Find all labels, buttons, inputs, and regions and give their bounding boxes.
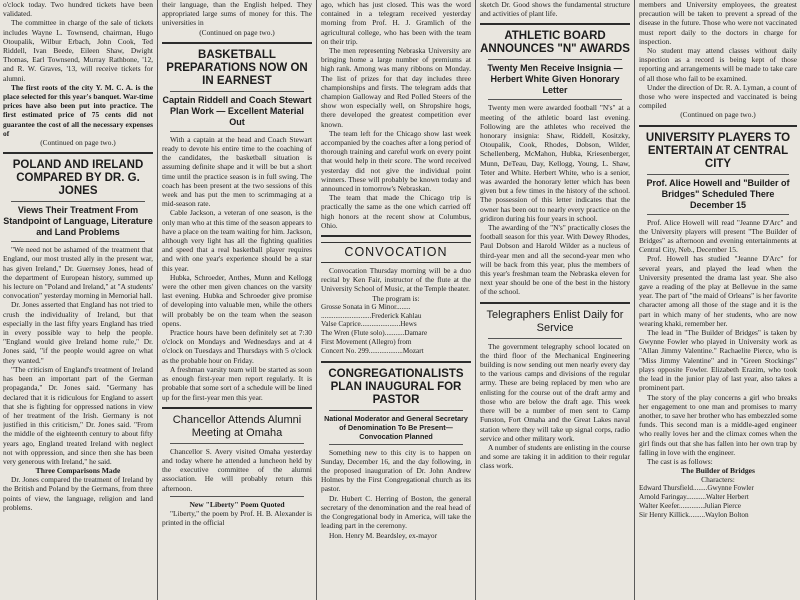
program-title: The program is:: [372, 293, 420, 303]
cast-item: Walter Keefer..............Julian Pierce: [639, 501, 742, 510]
headline-congregationalists: CONGREGATIONALISTS PLAN INAUGURAL FOR PASTOR: [328, 367, 464, 406]
divider: [488, 338, 622, 339]
article-text: Dr. Hubert C. Herring of Boston, the general secretary of the denomination and the real head of the Congregational body in America, will take the leading part in the ceremony.: [321, 493, 471, 531]
article-text: A number of students are enlisting in the course and some are taking it in addition to their regular class work.: [480, 442, 630, 471]
article-text: "We need not be ashamed of the treatment that England, our most trusted ally in the present war, has given Ireland," Dr. Guernsey Jones, head of the department of European history, summed up his lecture on "Poland and Ireland," at "A students' convocation" yesterday morning in Memorial hall.: [3, 245, 153, 301]
continued-note: (Continued on page two.): [40, 138, 116, 148]
section-divider: [639, 125, 797, 127]
article-text: sketch Dr. Good shows the fundamental structure and activities of plant life.: [480, 0, 630, 19]
article-text: their language, than the English helped. They appropriated large sums of money for this. The universities in: [162, 0, 312, 28]
program-item: ............................Frederick Kahlau: [321, 311, 422, 320]
article-text: Convocation Thursday morning will be a duo recital by Ken Fair, instructor of the flute at the University School of Music, at the Temple theater.: [321, 266, 471, 294]
program-item: Concert No. 299...................Mozart: [321, 346, 424, 355]
cast-title: The Builder of Bridges: [681, 466, 755, 476]
divider: [488, 99, 622, 100]
article-text: No student may attend classes without daily inspection as a record is being kept of those reporting and arrangements will be made to take care of all those who fail to be examined.: [639, 46, 797, 83]
article-text: Under the direction of Dr. R. A. Lyman, a count of those who were inspected and vaccinated is being compiled: [639, 82, 797, 111]
cast-item: Sir Henry Killick.........Waylon Bolton: [639, 510, 749, 519]
deck-congregationalists: National Moderator and General Secretary of Denomination To Be Present—Convocation Planned: [324, 413, 468, 441]
article-text: "The criticism of England's treatment of Ireland has been an important part of the German propaganda," Dr. Jones said. "Germany has declared that it is ridiculous for England to assert that she is fighting for oppressed nations in view of her treatment of the Irish. Germany is not justified in this criticism," Dr. Jones said. "From the middle of the eighteenth century to about fifty years ago, England treated Ireland with neglect not with oppression, and since then she has been very generous with Ireland," he said.: [3, 364, 153, 466]
article-text: Dr. Jones asserted that England has not tried to crush the individuality of Ireland, but that especially in the last fifty years England has tried in every possible way to help the people. "England would give Ireland home rule," Dr. Jones said, "if the people would agree on what they wanted.": [3, 300, 153, 365]
section-divider: [162, 42, 312, 44]
column-rule: [475, 0, 476, 600]
article-text: Practice hours have been definitely set at 7:30 o'clock on Mondays and Wednesdays and at 4 o'clock on Tuesdays and Thursdays with 5 o'clock as the probable hour on Friday.: [162, 328, 312, 365]
section-divider: [321, 361, 471, 363]
article-text: members and University employees, the greatest precaution will be taken to prevent a spread of the disease in the future. Those who were not vaccinated must report daily to the doctors in charge for inspection.: [639, 0, 797, 46]
headline-telegraphers: Telegraphers Enlist Daily for Service: [486, 308, 624, 334]
article-text: The awarding of the "N's" practically closes the football season for this year. With Dewey Rhodes, Paul Dobson and Harold Wilder as a nucleus of third-year men and all the second-year men who will be back from this year, plus the members of this year's freshman team the Nebraska eleven for next year should be one of the best in the history of the school.: [480, 223, 630, 297]
article-text: With a captain at the head and Coach Stewart ready to devote his entire time to the coaching of the candidates, the basketball situation is assuming definite shape and it will be but a short time until the practice season is in full swing. The coach has been present at the two sessions of this week and has put the men to scrimmaging at a mid-season rate.: [162, 134, 312, 209]
article-text: "Liberty," the poem by Prof. H. B. Alexander is printed in the official: [162, 508, 312, 527]
article-text: The committee in charge of the sale of tickets includes Wayne L. Townsend, chairman, Hugo Otoupalik, Wilbur Erbach, John Cook, Ted Riddell, Ivan Beede, Eileen Shaw, Dwight Thomas, Earl Townsend, Murray Rathbone, '12, and R. W. Graves, '13, will receive tickets for alumni.: [3, 18, 153, 83]
cast-list: [639, 484, 797, 519]
continued-note: (Continued on page two.): [680, 110, 756, 120]
cast-item: Arnold Faringay...........Walter Herbert: [639, 493, 749, 502]
section-divider: [3, 152, 153, 154]
article-text: The team left for the Chicago show last week accompanied by the coaches after a long period of thorough training and careful work on every point that would help in their score. The word received yesterday did not give the individual point winners. These will probably be known today and announced in tomorrow's Nebraskan.: [321, 128, 471, 194]
headline-liberty-poem: New "Liberty" Poem Quoted: [189, 499, 285, 509]
section-divider: [480, 23, 630, 25]
column-1: [3, 0, 153, 600]
program-item: Grosse Sonata in G Minor........: [321, 302, 411, 311]
column-rule: [634, 0, 635, 600]
program-item: First Movement (Allegro) from: [321, 338, 412, 347]
article-text: The government telegraphy school located on the third floor of the Mechanical Engineering building is now sending out men nearly every day to the various camps and divisions of the regular army. These are being replaced by men who are enlisting for the course out of the draft army and those who are below the draft age. This week there will be a number of men sent to Camp Funston, Fort Omaha and the Great Lakes naval station where they will take up signal corps, radio service and other military work.: [480, 341, 630, 443]
article-text: The first roots of the city Y. M. C. A. is the place selected for this year's banquet. War-time prices have also been put into practice. The first estimated price of 75 cents did not guarantee the cost of all the necessary expenses of: [3, 82, 153, 138]
section-divider: [321, 235, 471, 237]
column-2: [162, 0, 312, 600]
headline-athletic-board: ATHLETIC BOARD ANNOUNCES "N" AWARDS: [480, 30, 630, 56]
article-text: Hubka, Schroeder, Anthes, Munn and Kellogg were the other men given chances on the varsity last evening. Hubka and Schroeder give promise of developing into valuable men, while the others will probably be on the team when the season opens.: [162, 272, 312, 328]
divider: [329, 410, 463, 411]
column-rule: [316, 0, 317, 600]
divider: [170, 496, 304, 497]
subheading: Three Comparisons Made: [35, 466, 121, 476]
headline-basketball: BASKETBALL PREPARATIONS NOW ON IN EARNEST: [166, 48, 308, 87]
headline-convocation: CONVOCATION: [344, 245, 448, 260]
article-text: o'clock today. Two hundred tickets have been validated.: [3, 0, 153, 19]
deck-basketball: Captain Riddell and Coach Stewart Plan Work — Excellent Material Out: [162, 94, 312, 127]
article-text: Cable Jackson, a veteran of one season, is the only man who at this time of the season appears to have a place on the team waiting for him. Jackson, although very light has all the fighting qualities and speed that a real basketball player requires and with one year's experience should be a star this year.: [162, 208, 312, 273]
headline-university-players: UNIVERSITY PLAYERS TO ENTERTAIN AT CENTRAL CITY: [645, 131, 791, 170]
section-divider: [480, 302, 630, 304]
article-text: Dr. Jones compared the treatment of Ireland by the British and Poland by the Germans, from three points of view, the language, religion and land problems.: [3, 475, 153, 512]
column-5: [639, 0, 797, 600]
article-text: A freshman varsity team will be started as soon as enough first-year men report regularly. It is probable that some sort of a schedule will be lined up for the first-year men this year.: [162, 364, 312, 402]
program-item: Valse Caprice......................Hews: [321, 320, 417, 329]
divider: [488, 59, 622, 60]
column-3: [321, 0, 471, 600]
divider: [170, 443, 304, 444]
continued-note: (Continued on page two.): [199, 27, 275, 37]
deck-university-players: Prof. Alice Howell and "Builder of Bridges" Scheduled There December 15: [646, 177, 790, 210]
cast-subtitle: Characters:: [701, 475, 735, 485]
article-text: The lead in "The Builder of Bridges" is taken by Gwynne Fowler who played in University work as "Allan Jimmy Valentine." Rachaelite Pierce, who is "Miss Jimmy Valentine" and in "Green Stockings" plays opposite Fowler. Elizabeth Erazim, who took the lead in the junior play of last year, also takes a prominent part.: [639, 328, 797, 393]
divider: [329, 444, 463, 445]
divider: [11, 201, 145, 202]
deck-poland-ireland: Views Their Treatment From Standpoint of Language, Literature and Land Problems: [3, 205, 153, 238]
article-text: The team that made the Chicago trip is practically the same as the one which carried off high honors at the recent show at Columbus, Ohio.: [321, 193, 471, 230]
cast-item: Edward Thursfield........Gwynne Fowler: [639, 484, 754, 493]
deck-athletic-board: Twenty Men Receive Insignia —Herbert White Given Honorary Letter: [487, 63, 623, 96]
article-text: Something new to this city is to happen on Sunday, December 16, and the day following, in the proposed inauguration of Dr. John Andrew Holmes by the First Congregational church as its pastor.: [321, 447, 471, 494]
article-text: Hon. Henry M. Beardsley, ex-mayor: [329, 530, 438, 540]
divider: [647, 174, 789, 175]
divider: [11, 241, 145, 242]
article-text: Chancellor S. Avery visited Omaha yesterday and today where he attended a luncheon held by the executive committee of the alumni association. He will probably return this afternoon.: [162, 446, 312, 493]
article-text: The men representing Nebraska University are bringing home a large number of premiums at high rank. Among was many ribbons on Monday. The list of prizes for that day includes three championships and firsts. The telegram adds that champion Galloway and Red Polled Steers of the show won especially well, on Shropshire hogs, there developed the greatest competition ever known.: [321, 46, 471, 129]
cast-intro: The cast is as follows:: [647, 456, 713, 466]
headline-chancellor: Chancellor Attends Alumni Meeting at Omaha: [172, 413, 302, 439]
article-text: ago, which has just closed. This was the word contained in a telegram received yesterday morning from Prof. H. J. Gramlich of the agricultural college, who has been with the team on their trip.: [321, 0, 471, 46]
divider: [170, 131, 304, 132]
article-text: Prof. Alice Howell will read "Jeanne D'Arc" and the University players will present "The Builder of Bridges" as afternoon and evening entertainments at Central City, Neb., December 15.: [639, 217, 797, 255]
divider: [647, 214, 789, 215]
program-item: The Wren (Flute solo)...........Damare: [321, 329, 428, 338]
divider: [170, 91, 304, 92]
column-4: [480, 0, 630, 600]
article-text: The story of the play concerns a girl who breaks her engagement to one man and promises to marry another, to save her brother who has embezzled some funds. This second man is a middle-aged engineer who really loves her and the climax comes when the girl finds out that she has fallen into her own trap by falling in love with the engineer.: [639, 392, 797, 457]
article-text: Twenty men were awarded football "N's" at a meeting of the athletic board last evening. Following are the athletes who received the honorary insignia: Shaw, Riddell, Kositzky, Otoupalik, Cook, Rhodes, Dobson, Wilder, Schellenberg, McMahon, Hubka, Kriesenberger, Munn, DeTeau, Day, Kellogg, Young, L. Shaw, Teter and White. Herbert White, who is a senior, was awarded the honorary letter which has been given but a few times in the history of the school. The possession of this letter indicates that the owner has been out to nearly every practice on the gridiron during his four years in school.: [480, 103, 630, 223]
section-divider: [162, 407, 312, 409]
program-list: [321, 303, 471, 356]
article-text: Prof. Howell has studied "Jeanne D'Arc" for several years, and played the lead when the University presented the drama last year. She also gave a reading of the play at Bellevue in the same year. The part of "the maid of Orleans" is her favorite character among all those of the stage and it is the part in which many of her students, who are now wearing khaki, remember her.: [639, 254, 797, 328]
column-rule: [157, 0, 158, 600]
headline-poland-ireland: POLAND AND IRELAND COMPARED BY DR. G. JONES: [12, 159, 144, 198]
